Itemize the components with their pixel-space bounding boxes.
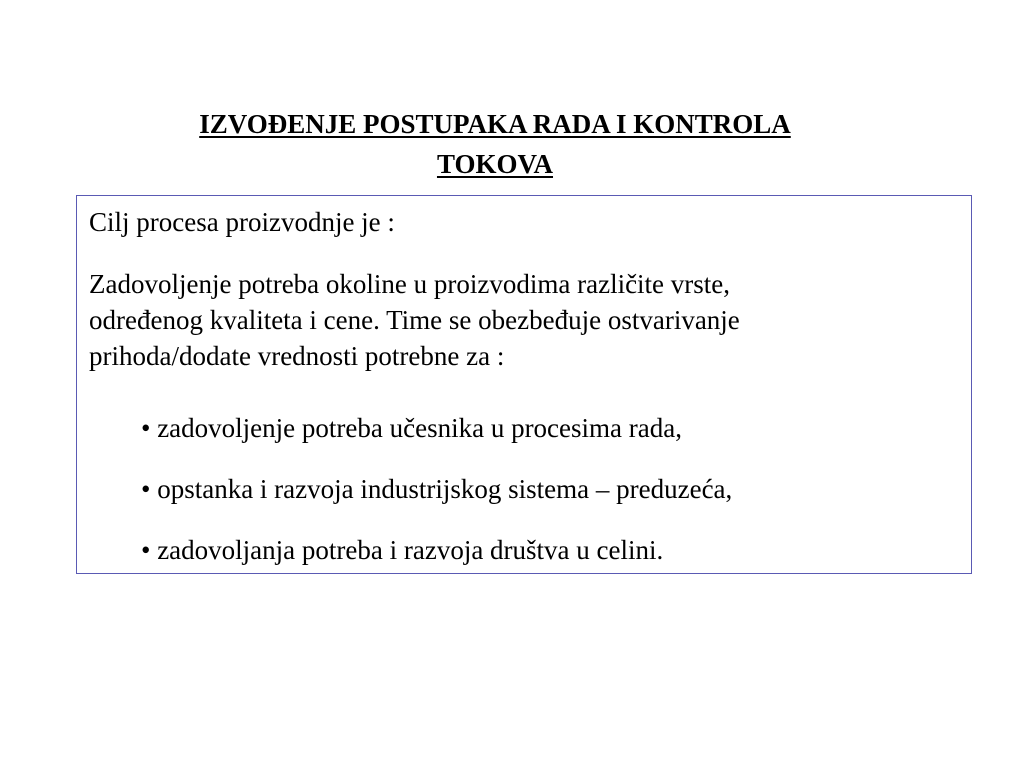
paragraph-line: Zadovoljenje potreba okoline u proizvodima različite vrste,: [89, 269, 731, 299]
slide-title-line-2: TOKOVA: [436, 149, 554, 179]
bullet-item: • zadovoljanja potreba i razvoja društva u celini.: [141, 535, 664, 565]
slide-title-line-1: IZVOĐENJE POSTUPAKA RADA I KONTROLA: [199, 109, 791, 139]
intro-text: Cilj procesa proizvodnje je :: [89, 207, 395, 237]
content-box: [76, 195, 972, 574]
slide-title: [110, 104, 880, 184]
bullet-item: • opstanka i razvoja industrijskog sistema – preduzeća,: [141, 474, 733, 504]
paragraph-line: određenog kvaliteta i cene. Time se obezbeđuje ostvarivanje: [89, 305, 740, 335]
paragraph-line: prihoda/dodate vrednosti potrebne za :: [89, 341, 505, 371]
description-paragraph: [89, 266, 740, 374]
bullet-item: • zadovoljenje potreba učesnika u procesima rada,: [141, 413, 682, 443]
